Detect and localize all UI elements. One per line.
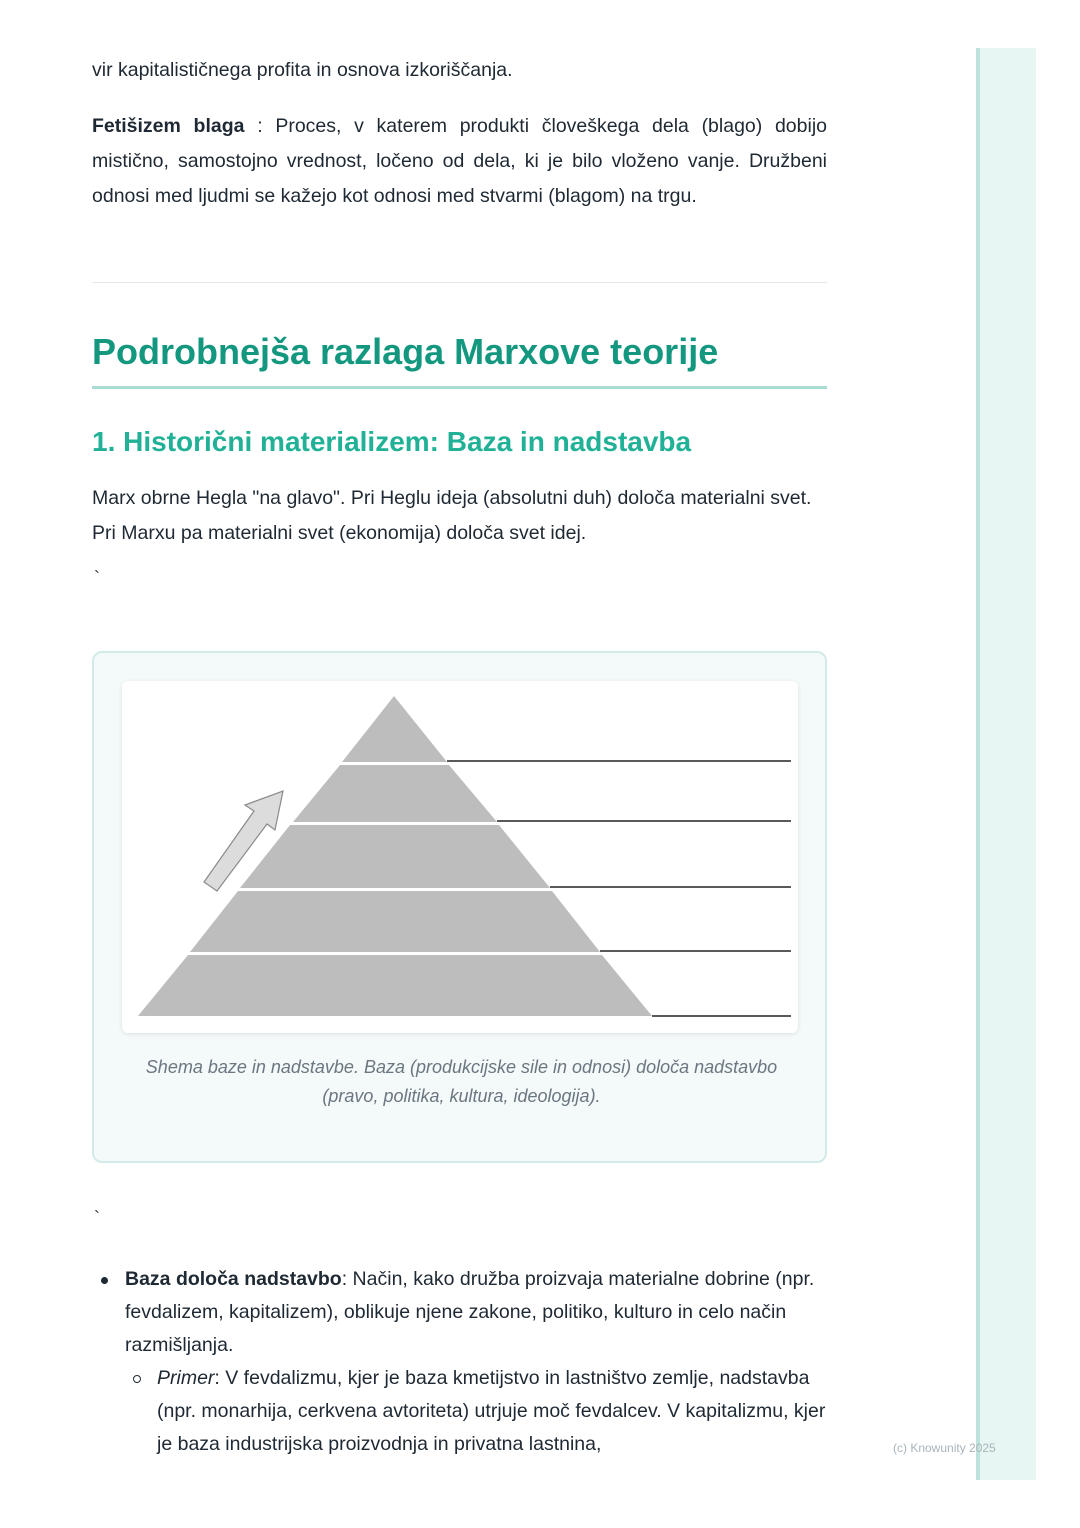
pyramid-layer-1: [342, 696, 447, 762]
example-text: : V fevdalizmu, kjer je baza kmetijstvo in lastništvo zemlje, nadstavba (npr. monarhija, cerkvena avtoriteta) utrjuje moč fevdalcev. V kapitalizmu, kjer je baza industrijska proizvodnja in privatna lastnina,: [157, 1367, 826, 1455]
bullet-list: [92, 1263, 827, 1461]
pyramid-layer-2: [293, 765, 497, 822]
example-term: Primer: [157, 1367, 215, 1389]
pyramid-figure: [122, 681, 798, 1033]
pyramid-layer-3: [240, 825, 550, 888]
backtick-bottom: `: [94, 1208, 100, 1228]
bullet-term: Baza določa nadstavbo: [125, 1268, 342, 1290]
section-divider: [92, 282, 827, 283]
pyramid-layer-5: [138, 955, 652, 1016]
pyramid-diagram: [122, 681, 798, 1033]
list-item: [92, 1263, 827, 1362]
section-title: Podrobnejša razlaga Marxove teorije: [92, 328, 827, 389]
figure-caption: Shema baze in nadstavbe. Baza (produkcijske sile in odnosi) določa nadstavbo (pravo, politika, kultura, ideologija).: [145, 1057, 778, 1106]
figure-box: [92, 651, 827, 1163]
fetishism-definition: [92, 109, 827, 214]
pyramid-layer-4: [190, 891, 600, 952]
fetishism-separator: :: [244, 115, 276, 137]
fetishism-text: Proces, v katerem produkti človeškega dela (blago) dobijo mistično, samostojno vrednost, ločeno od dela, ki je bilo vloženo vanje. Družbeni odnosi med ljudmi se kažejo kot odnosi med stvarmi (blagom) na trgu.: [92, 115, 828, 207]
watermark: (c) Knowunity 2025: [893, 1441, 996, 1455]
intro-paragraph-tail: vir kapitalističnega profita in osnova izkoriščanja.: [92, 59, 513, 81]
fetishism-term: Fetišizem blaga: [92, 115, 245, 137]
bullet-text: : Način, kako družba proizvaja materialne dobrine (npr. fevdalizem, kapitalizem), oblikuje njene zakone, politiko, kulturo in celo način razmišljanja.: [125, 1268, 815, 1356]
sub-list-item: [92, 1362, 827, 1461]
subsection-title: 1. Historični materializem: Baza in nadstavba: [92, 426, 692, 457]
backtick-top: `: [94, 568, 100, 588]
side-panel: [976, 48, 1036, 1480]
marx-hegel-paragraph: Marx obrne Hegla "na glavo". Pri Heglu ideja (absolutni duh) določa materialni svet. Pri Marxu pa materialni svet (ekonomija) določa svet idej.: [92, 487, 812, 544]
